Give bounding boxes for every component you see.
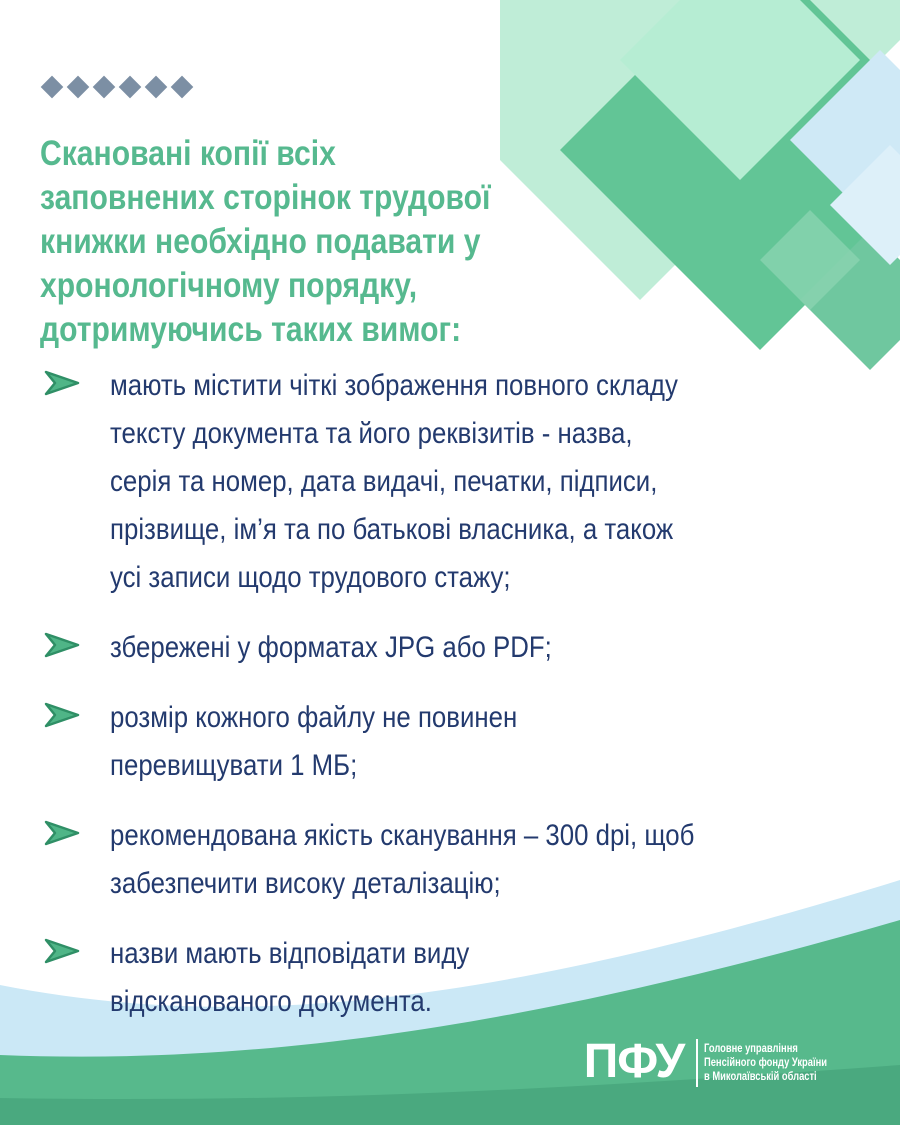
- requirement-item: [44, 694, 900, 790]
- requirement-line: розмір кожного файлу не повинен: [110, 701, 518, 734]
- requirements-list: [44, 362, 900, 1048]
- requirement-line: забезпечити високу деталізацію;: [110, 867, 501, 900]
- requirement-line: збережені у форматах JPG або PDF;: [110, 631, 552, 664]
- pfu-logo: [578, 1027, 850, 1097]
- chevron-arrow-icon: [44, 820, 80, 846]
- requirement-text: [110, 624, 858, 672]
- chevron-arrow-icon: [44, 370, 80, 396]
- chevron-arrow-icon: [44, 632, 80, 658]
- requirement-line: серія та номер, дата видачі, печатки, підписи,: [110, 465, 658, 498]
- requirement-line: відсканованого документа.: [110, 985, 432, 1018]
- requirement-line: рекомендована якість сканування – 300 dpi, щоб: [110, 819, 695, 852]
- title-line: дотримуючись таких вимог:: [40, 310, 462, 349]
- org-name-line: Пенсійного фонду України: [704, 1055, 828, 1069]
- diamond-dot-icon: [67, 76, 90, 99]
- requirement-line: прізвище, ім’я та по батькові власника, а також: [110, 513, 674, 546]
- requirement-item: [44, 362, 900, 602]
- title-line: заповнених сторінок трудової: [40, 178, 491, 217]
- requirement-text: [110, 694, 858, 790]
- pfu-org-name: [704, 1041, 860, 1083]
- requirement-text: [110, 362, 858, 602]
- org-name-line: Головне управління: [704, 1041, 798, 1055]
- diamond-dot-icon: [145, 76, 168, 99]
- chevron-arrow-icon: [44, 702, 80, 728]
- requirement-line: назви мають відповідати виду: [110, 937, 470, 970]
- requirement-item: [44, 930, 900, 1026]
- diamond-dot-icon: [93, 76, 116, 99]
- requirement-item: [44, 812, 900, 908]
- logo-divider: [696, 1039, 698, 1087]
- requirement-text: [110, 812, 858, 908]
- diamond-dot-icon: [119, 76, 142, 99]
- requirement-text: [110, 930, 858, 1026]
- requirement-line: усі записи щодо трудового стажу;: [110, 561, 511, 594]
- page-title: [40, 132, 522, 352]
- requirement-line: тексту документа та його реквізитів - назва,: [110, 417, 633, 450]
- title-line: хронологічному порядку,: [40, 266, 418, 305]
- pfu-logo-mark: ПФУ: [583, 1035, 685, 1088]
- title-line: Скановані копії всіх: [40, 134, 336, 173]
- diamond-dot-icon: [41, 76, 64, 99]
- org-name-line: в Миколаївській області: [704, 1069, 817, 1083]
- requirement-line: мають містити чіткі зображення повного складу: [110, 369, 678, 402]
- chevron-arrow-icon: [44, 938, 80, 964]
- requirement-item: [44, 624, 900, 672]
- title-line: книжки необхідно подавати у: [40, 222, 481, 261]
- requirement-line: перевищувати 1 МБ;: [110, 749, 358, 782]
- diamond-dot-icon: [171, 76, 194, 99]
- diamond-dots-decoration: [40, 76, 194, 98]
